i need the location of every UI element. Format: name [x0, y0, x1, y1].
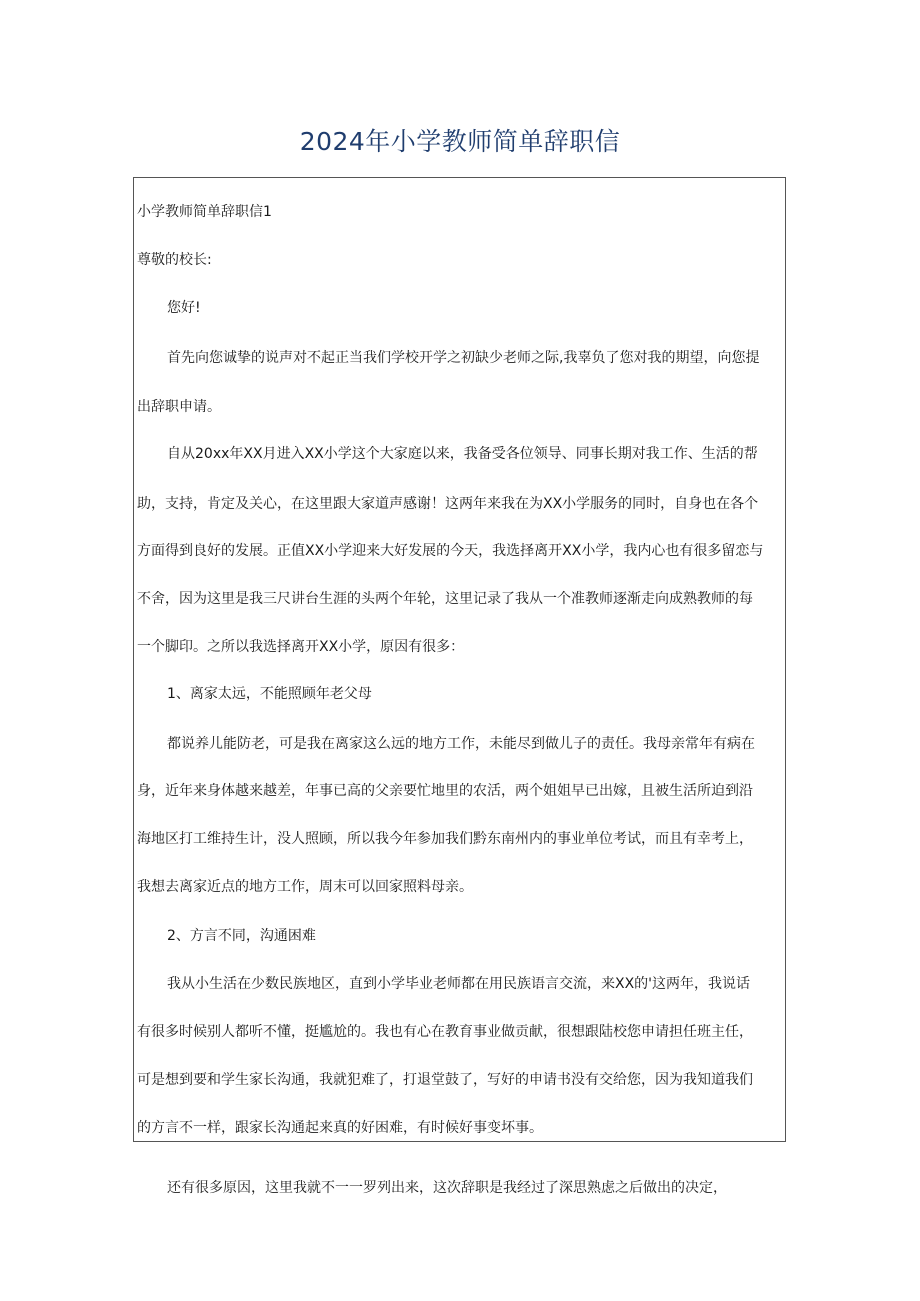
- paragraph-line: 助，支持，肯定及关心，在这里跟大家道声感谢！这两年来我在为XX小学服务的同时，自身也在各个: [137, 496, 759, 512]
- greeting: 您好!: [167, 300, 201, 316]
- reason-heading-1: 1、离家太远，不能照顾年老父母: [167, 686, 372, 702]
- reason-heading-2: 2、方言不同，沟通困难: [167, 928, 316, 944]
- paragraph-line: 都说养儿能防老，可是我在离家这么远的地方工作，未能尽到做儿子的责任。我母亲常年有病在: [167, 736, 755, 752]
- paragraph-line: 我从小生活在少数民族地区，直到小学毕业老师都在用民族语言交流，来XX的'这两年，我说话: [167, 976, 751, 992]
- paragraph-line: 的方言不一样，跟家长沟通起来真的好困难，有时候好事变坏事。: [137, 1120, 543, 1136]
- paragraph-line: 我想去离家近点的地方工作，周末可以回家照料母亲。: [137, 879, 473, 895]
- paragraph-line: 海地区打工维持生计，没人照顾，所以我今年参加我们黔东南州内的事业单位考试，而且有幸考上，: [137, 831, 753, 847]
- paragraph-line: 方面得到良好的发展。正值XX小学迎来大好发展的今天，我选择离开XX小学，我内心也有很多留恋与: [137, 543, 764, 559]
- salutation: 尊敬的校长:: [137, 252, 212, 268]
- paragraph-line: 自从20xx年XX月进入XX小学这个大家庭以来，我备受各位领导、同事长期对我工作、生活的帮: [167, 446, 758, 462]
- document-title: 2024年小学教师简单辞职信: [299, 127, 621, 156]
- paragraph-line: 首先向您诚挚的说声对不起正当我们学校开学之初缺少老师之际,我辜负了您对我的期望，向您提: [167, 350, 760, 366]
- letter-heading: 小学教师简单辞职信1: [137, 204, 272, 220]
- paragraph-line: 一个脚印。之所以我选择离开XX小学，原因有很多：: [137, 639, 465, 655]
- paragraph-line: 不舍，因为这里是我三尺讲台生涯的头两个年轮，这里记录了我从一个准教师逐渐走向成熟教师的每: [137, 591, 753, 607]
- paragraph-line: 可是想到要和学生家长沟通，我就犯难了，打退堂鼓了，写好的申请书没有交给您，因为我知道我们: [137, 1072, 753, 1088]
- paragraph-line: 出辞职申请。: [137, 399, 221, 415]
- paragraph-line: 身，近年来身体越来越差，年事已高的父亲要忙地里的农活，两个姐姐早已出嫁，且被生活所迫到沿: [137, 783, 753, 799]
- paragraph-line: 有很多时候别人都听不懂，挺尴尬的。我也有心在教育事业做贡献，很想跟陆校您申请担任班主任，: [137, 1024, 753, 1040]
- paragraph-line: 还有很多原因，这里我就不一一罗列出来，这次辞职是我经过了深思熟虑之后做出的决定，: [167, 1180, 727, 1196]
